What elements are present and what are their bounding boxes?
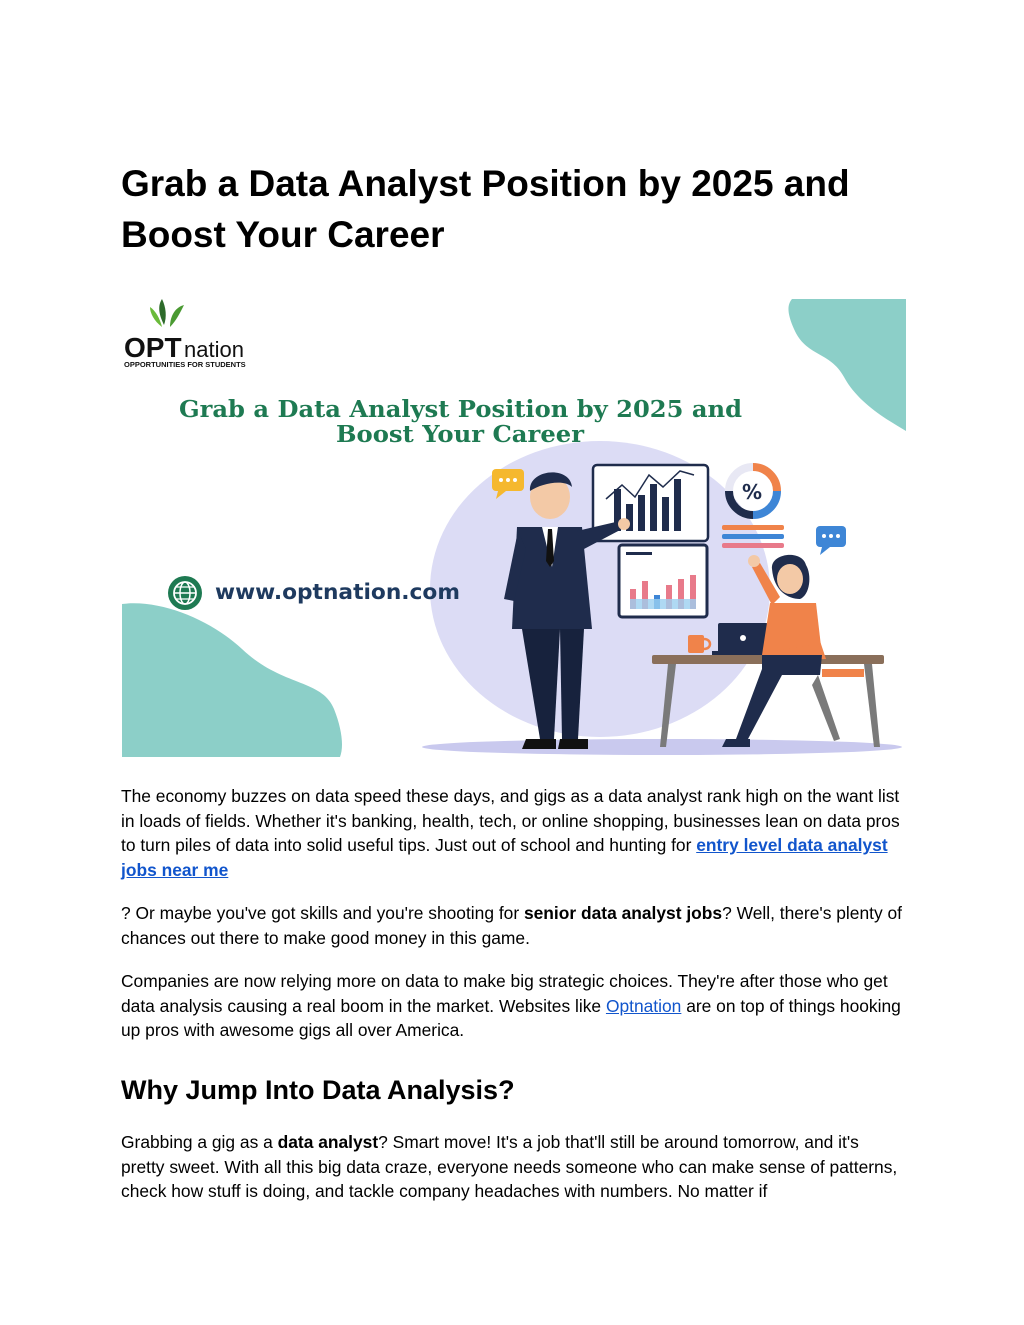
paragraph-text: ? Smart move! It's a job that'll still be around tomorrow, and it's pretty sweet. With all this big data craze, everyone needs someone who can make sense of patterns, check how stuff is doing, and tackle company headaches with numbers. No matter if	[121, 1132, 898, 1201]
paragraph-text: ? Well, there's plenty of chances out there to make good money in this game.	[121, 903, 902, 948]
svg-text:nation: nation	[184, 337, 244, 362]
senior-jobs-bold: senior data analyst jobs	[523, 903, 723, 923]
data-analyst-bold: data analyst	[277, 1132, 379, 1152]
optnation-link[interactable]: Optnation	[605, 995, 682, 1016]
website-url: www.optnation.com	[215, 580, 460, 604]
hero-image	[122, 299, 906, 757]
optnation-logo	[124, 299, 246, 369]
teal-blob-top-right	[788, 299, 906, 431]
svg-text:OPT: OPT	[124, 332, 182, 363]
column-chart-card	[619, 545, 707, 617]
page-title: Grab a Data Analyst Position by 2025 and Boost Your Career	[121, 163, 850, 255]
section-heading: Why Jump Into Data Analysis?	[121, 1075, 515, 1105]
chat-bubble-icon	[816, 526, 846, 555]
teal-blob-bottom-left	[122, 603, 342, 757]
paragraph-text: Companies are now relying more on data to make big strategic choices. They're after those who get data analysis causing a real boom in the market. Websites like	[121, 971, 888, 1016]
companies-paragraph	[121, 969, 906, 1043]
intro-paragraph	[121, 784, 906, 882]
globe-icon	[168, 576, 202, 610]
banner-title-line2: Boost Your Career	[336, 421, 585, 448]
paragraph-text: are on top of things hooking up pros with awesome gigs all over America.	[121, 995, 901, 1040]
paragraph-text: Grabbing a gig as a	[121, 1132, 278, 1152]
svg-text:OPPORTUNITIES FOR STUDENTS: OPPORTUNITIES FOR STUDENTS	[124, 360, 246, 369]
paragraph-text: ? Or maybe you've got skills and you're shooting for	[121, 903, 524, 923]
entry-level-jobs-link[interactable]: entry level data analyst jobs near me	[121, 835, 888, 880]
why-paragraph	[121, 1130, 906, 1204]
senior-jobs-paragraph	[121, 901, 906, 950]
banner-title-line1: Grab a Data Analyst Position by 2025 and	[179, 396, 742, 423]
svg-text:%: %	[742, 480, 763, 504]
intro-paragraph-text: The economy buzzes on data speed these days, and gigs as a data analyst rank high on the want list in loads of fields. Whether it's banking, health, tech, or online shopping, businesses lean on data pros to turn piles of data into solid useful tips. Just out of school and hunting for	[121, 786, 900, 855]
percent-donut-icon	[722, 467, 784, 548]
